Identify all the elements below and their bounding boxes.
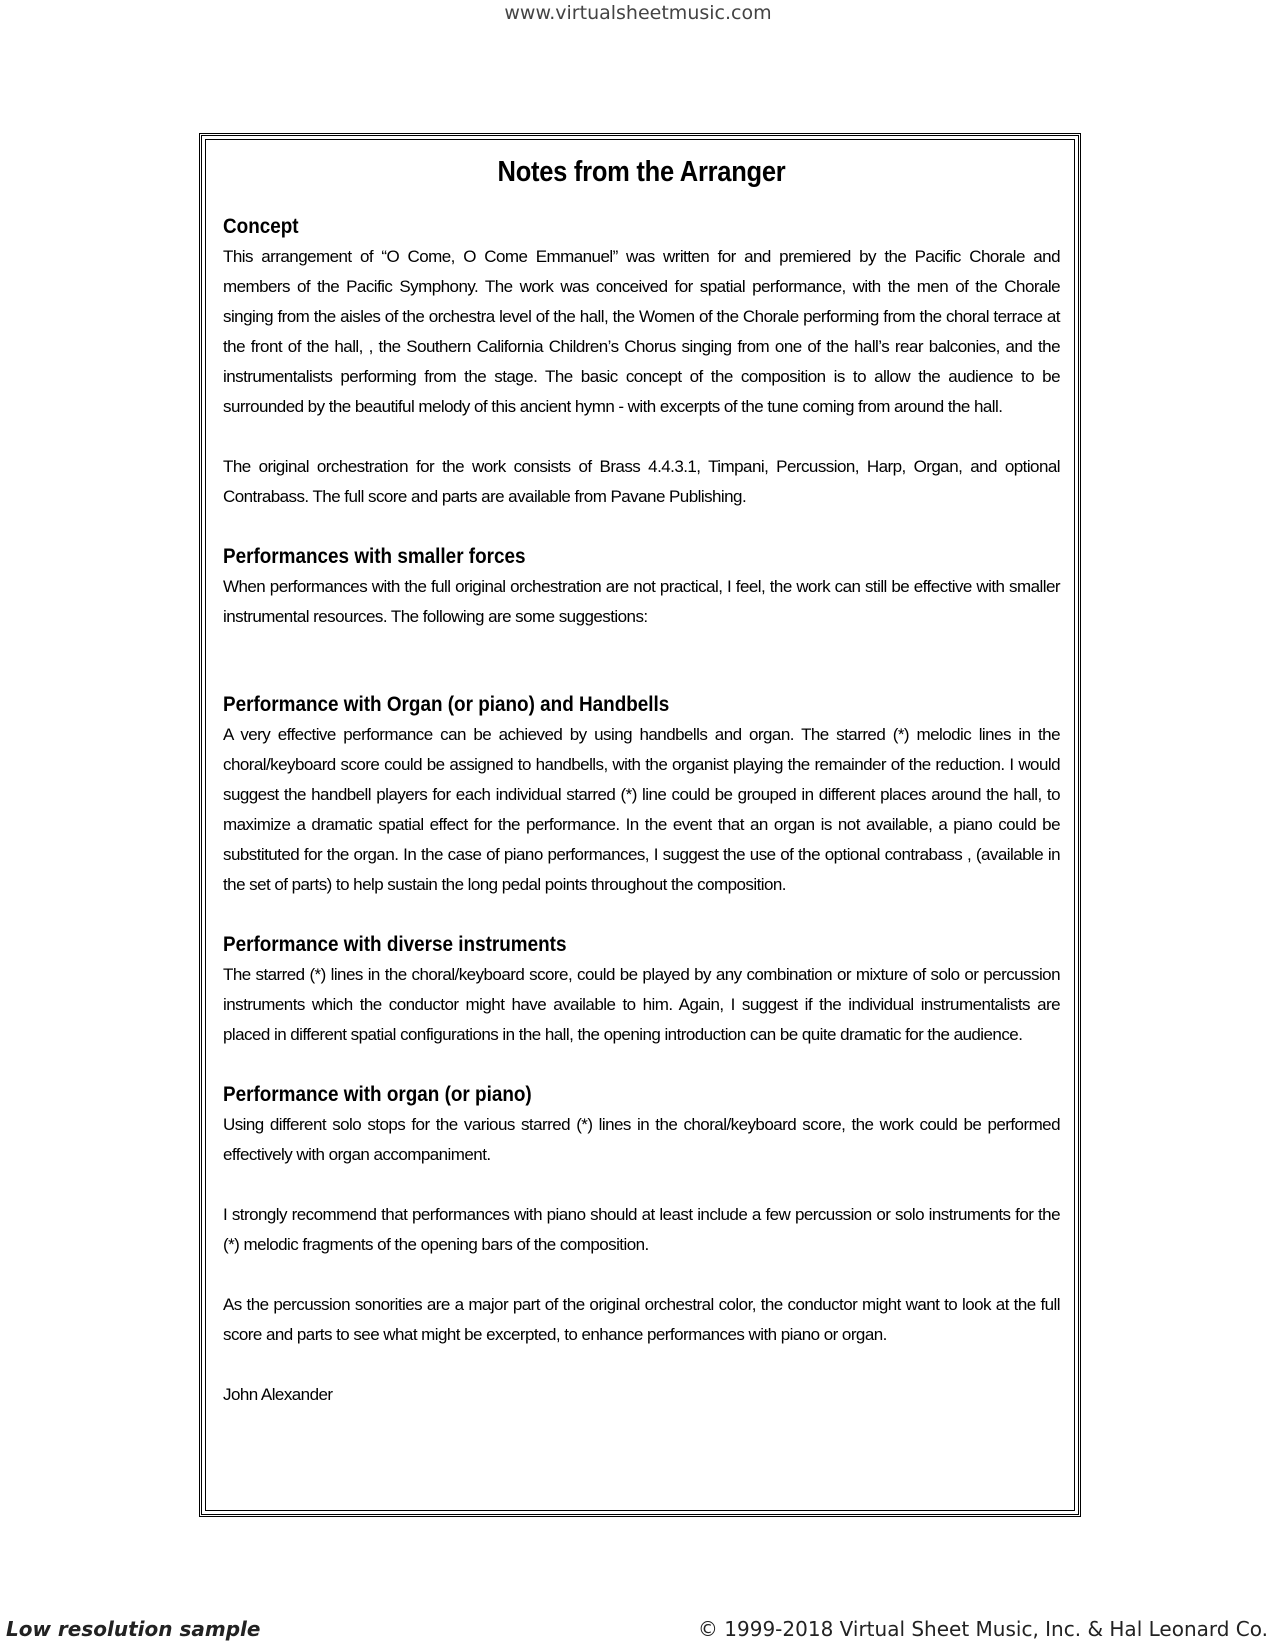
diverse-instruments-paragraph: The starred (*) lines in the choral/keyboard score, could be played by any combination or mixture of solo or percussion instruments which the conductor might have available to him. Again, I suggest if the individual instrumentalists are placed in different spatial configurations in the hall, the opening introduction can be quite dramatic for the audience.: [223, 965, 1060, 1044]
organ-piano-paragraph-2: I strongly recommend that performances with piano should at least include a few percussion or solo instruments for the (*) melodic fragments of the opening bars of the composition.: [223, 1205, 1060, 1254]
arranger-notes: [223, 152, 1060, 1410]
organ-piano-paragraph-3: As the percussion sonorities are a major part of the original orchestral color, the conductor might want to look at the full score and parts to see what might be excerpted, to enhance performances with piano or organ.: [223, 1295, 1060, 1344]
section-heading-smaller-forces: Performances with smaller forces: [223, 545, 526, 568]
organ-handbells-paragraph: A very effective performance can be achieved by using handbells and organ. The starred (*) melodic lines in the choral/keyboard score could be assigned to handbells, with the organist playing the remainder of the reduction. I would suggest the handbell players for each individual starred (*) line could be grouped in different places around the hall, to maximize a dramatic spatial effect for the performance. In the event that an organ is not available, a piano could be substituted for the organ. In the case of piano performances, I suggest the use of the optional contrabass , (available in the set of parts) to help sustain the long pedal points throughout the composition.: [223, 725, 1060, 894]
section-heading-concept: Concept: [223, 215, 299, 238]
section-heading-organ-handbells: Performance with Organ (or piano) and Handbells: [223, 693, 670, 716]
organ-piano-paragraph-1: Using different solo stops for the various starred (*) lines in the choral/keyboard score, the work could be performed effectively with organ accompaniment.: [223, 1115, 1060, 1164]
site-url: www.virtualsheetmusic.com: [504, 2, 772, 24]
page-title: Notes from the Arranger: [497, 156, 786, 188]
concept-paragraph-1: This arrangement of “O Come, O Come Emmanuel” was written for and premiered by the Pacific Chorale and members of the Pacific Symphony. The work was conceived for spatial performance, with the men of the Chorale singing from the aisles of the orchestra level of the hall, the Women of the Chorale performing from the choral terrace at the front of the hall, , the Southern California Children’s Chorus singing from one of the hall’s rear balconies, and the instrumentalists performing from the stage. The basic concept of the composition is to allow the audience to be surrounded by the beautiful melody of this ancient hymn - with excerpts of the tune coming from around the hall.: [223, 247, 1060, 416]
copyright-notice: © 1999-2018 Virtual Sheet Music, Inc. & Hal Leonard Co.: [697, 1617, 1268, 1641]
smaller-forces-paragraph: When performances with the full original orchestration are not practical, I feel, the work can still be effective with smaller instrumental resources. The following are some suggestions:: [223, 577, 1060, 626]
section-heading-diverse-instruments: Performance with diverse instruments: [223, 933, 567, 956]
signature: John Alexander: [223, 1385, 333, 1404]
concept-paragraph-2: The original orchestration for the work consists of Brass 4.4.3.1, Timpani, Percussion, Harp, Organ, and optional Contrabass. The full score and parts are available from Pavane Publishing.: [223, 457, 1060, 506]
section-heading-organ-piano: Performance with organ (or piano): [223, 1083, 532, 1106]
low-resolution-label: Low resolution sample: [6, 1617, 261, 1641]
